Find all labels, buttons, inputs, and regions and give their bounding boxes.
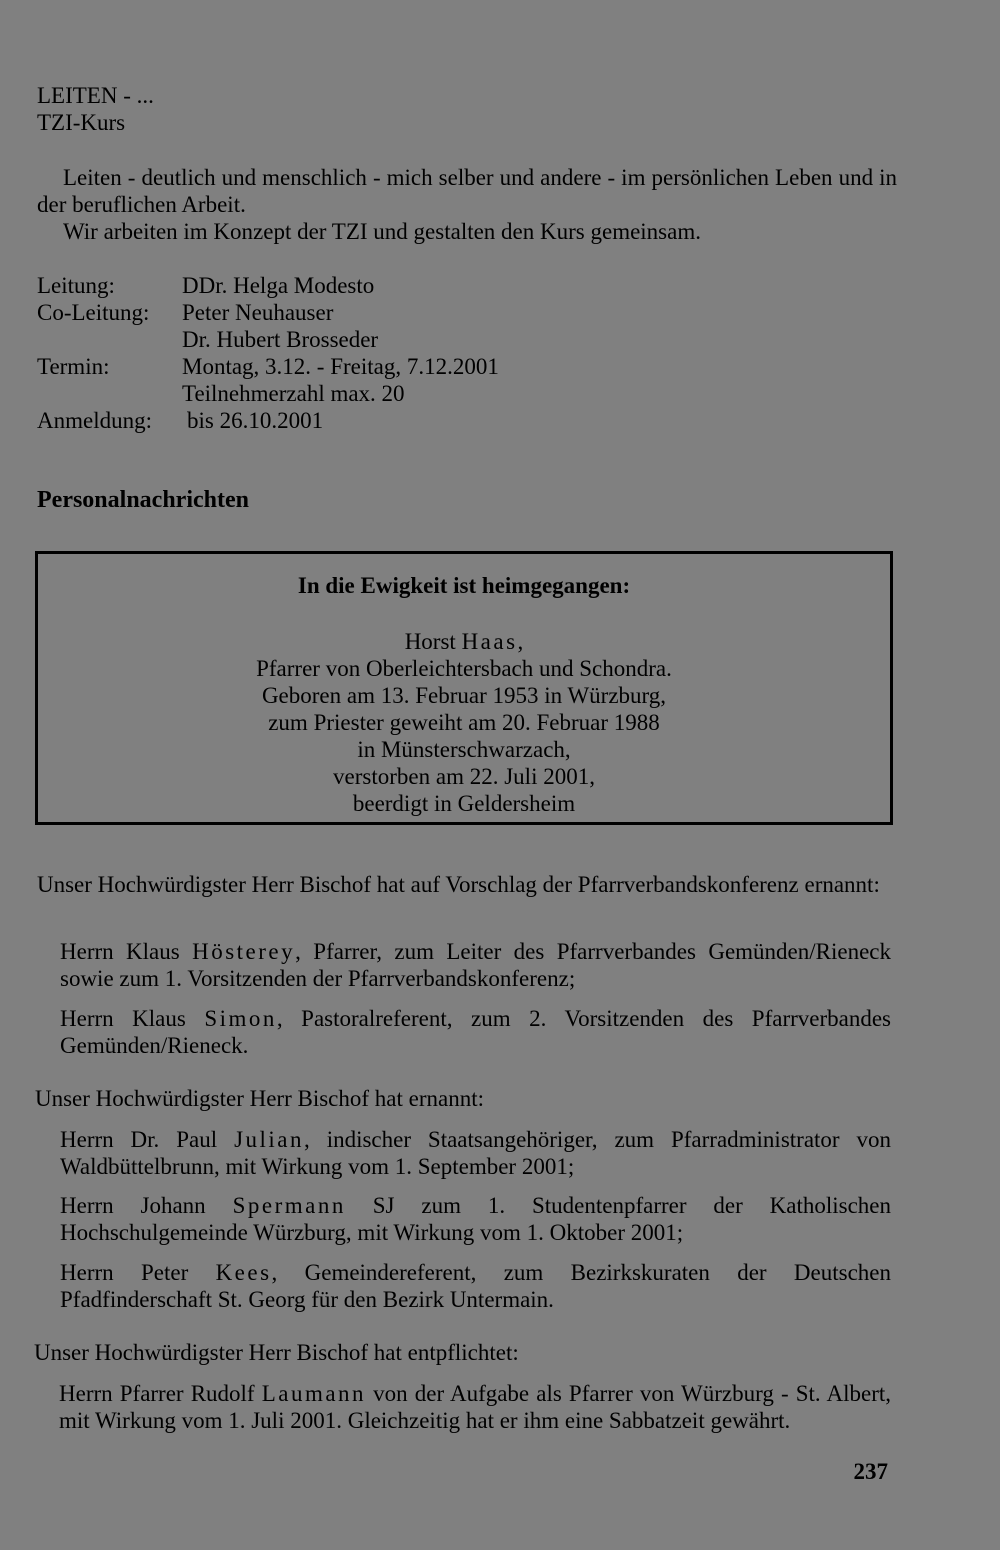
obituary-line: in Münsterschwarzach, [357, 737, 571, 762]
obituary-title: In die Ewigkeit ist heimgegangen: [297, 573, 631, 598]
info-row-teilnehmer [37, 380, 405, 407]
appointment-item: Herrn Klaus Hösterey, Pfarrer, zum Leiter des Pfarrverbandes Gemünden/Rieneck sowie zum 1. Vorsitzenden der Pfarrverbandskonferenz; [60, 939, 892, 991]
info-row-anmeldung [37, 407, 323, 434]
intro-paragraph: Leiten - deutlich und menschlich - mich selber und andere - im persönlichen Leben und in der beruflichen Arbeit. [37, 165, 897, 217]
info-value: Teilnehmerzahl max. 20 [182, 381, 405, 406]
section-title: Personalnachrichten [37, 487, 249, 513]
info-row-coleitung-2 [37, 326, 378, 353]
course-heading: LEITEN - ... [37, 83, 154, 108]
info-row-leitung [37, 272, 374, 299]
page-number: 237 [853, 1459, 888, 1484]
info-value: Montag, 3.12. - Freitag, 7.12.2001 [182, 354, 499, 379]
info-label: Leitung: [37, 273, 115, 298]
info-value: Peter Neuhauser [182, 300, 334, 325]
appointment-item: Herrn Johann Spermann SJ zum 1. Studentenpfarrer der Katholischen Hochschulgemeinde Würzburg, mit Wirkung vom 1. Oktober 2001; [60, 1193, 892, 1245]
intro-paragraph-2: Wir arbeiten im Konzept der TZI und gestalten den Kurs gemeinsam. [63, 219, 701, 244]
person-name: Kees [215, 1260, 272, 1285]
obituary-text [38, 628, 890, 817]
info-row-termin [37, 353, 499, 380]
info-value: DDr. Helga Modesto [182, 273, 375, 298]
obituary-name: Horst Haas, [404, 629, 524, 654]
obituary-line: Geboren am 13. Februar 1953 in Würzburg, [261, 683, 667, 708]
appointment-item: Herrn Klaus Simon, Pastoralreferent, zum 2. Vorsitzenden des Pfarrverbandes Gemünden/Rieneck. [60, 1006, 891, 1058]
obituary-line: zum Priester geweiht am 20. Februar 1988 [268, 710, 660, 735]
info-value: bis 26.10.2001 [187, 408, 324, 433]
info-row-coleitung [37, 299, 333, 326]
appointment-item: Herrn Dr. Paul Julian, indischer Staatsangehöriger, zum Pfarradministrator von Waldbüttelbrunn, mit Wirkung vom 1. September 2001; [60, 1127, 892, 1179]
obituary-line: Pfarrer von Oberleichtersbach und Schondra. [256, 656, 672, 681]
appointments-intro: Unser Hochwürdigster Herr Bischof hat auf Vorschlag der Pfarrverbandskonferenz ernannt: [37, 872, 880, 897]
info-label: Co-Leitung: [37, 300, 150, 325]
person-name: Laumann [261, 1381, 367, 1406]
course-subheading: TZI-Kurs [37, 110, 126, 135]
obituary-line: verstorben am 22. Juli 2001, [333, 764, 595, 789]
info-label: Anmeldung: [37, 408, 152, 433]
obituary-box [35, 551, 893, 825]
person-name: Simon [204, 1006, 277, 1031]
person-name: Spermann [232, 1193, 346, 1218]
obituary-line: beerdigt in Geldersheim [352, 791, 576, 816]
releases-intro: Unser Hochwürdigster Herr Bischof hat entpflichtet: [34, 1340, 519, 1365]
person-name: Julian [234, 1127, 305, 1152]
person-name: Hösterey [192, 939, 296, 964]
release-item: Herrn Pfarrer Rudolf Laumann von der Aufgabe als Pfarrer von Würzburg - St. Albert, mit Wirkung vom 1. Juli 2001. Gleichzeitig hat er ihm eine Sabbatzeit gewährt. [59, 1381, 891, 1433]
info-label: Termin: [37, 354, 110, 379]
appointments-intro: Unser Hochwürdigster Herr Bischof hat ernannt: [35, 1086, 485, 1111]
info-value: Dr. Hubert Brosseder [182, 327, 379, 352]
appointment-item: Herrn Peter Kees, Gemeindereferent, zum Bezirkskuraten der Deutschen Pfadfinderschaft St. Georg für den Bezirk Untermain. [60, 1260, 891, 1312]
